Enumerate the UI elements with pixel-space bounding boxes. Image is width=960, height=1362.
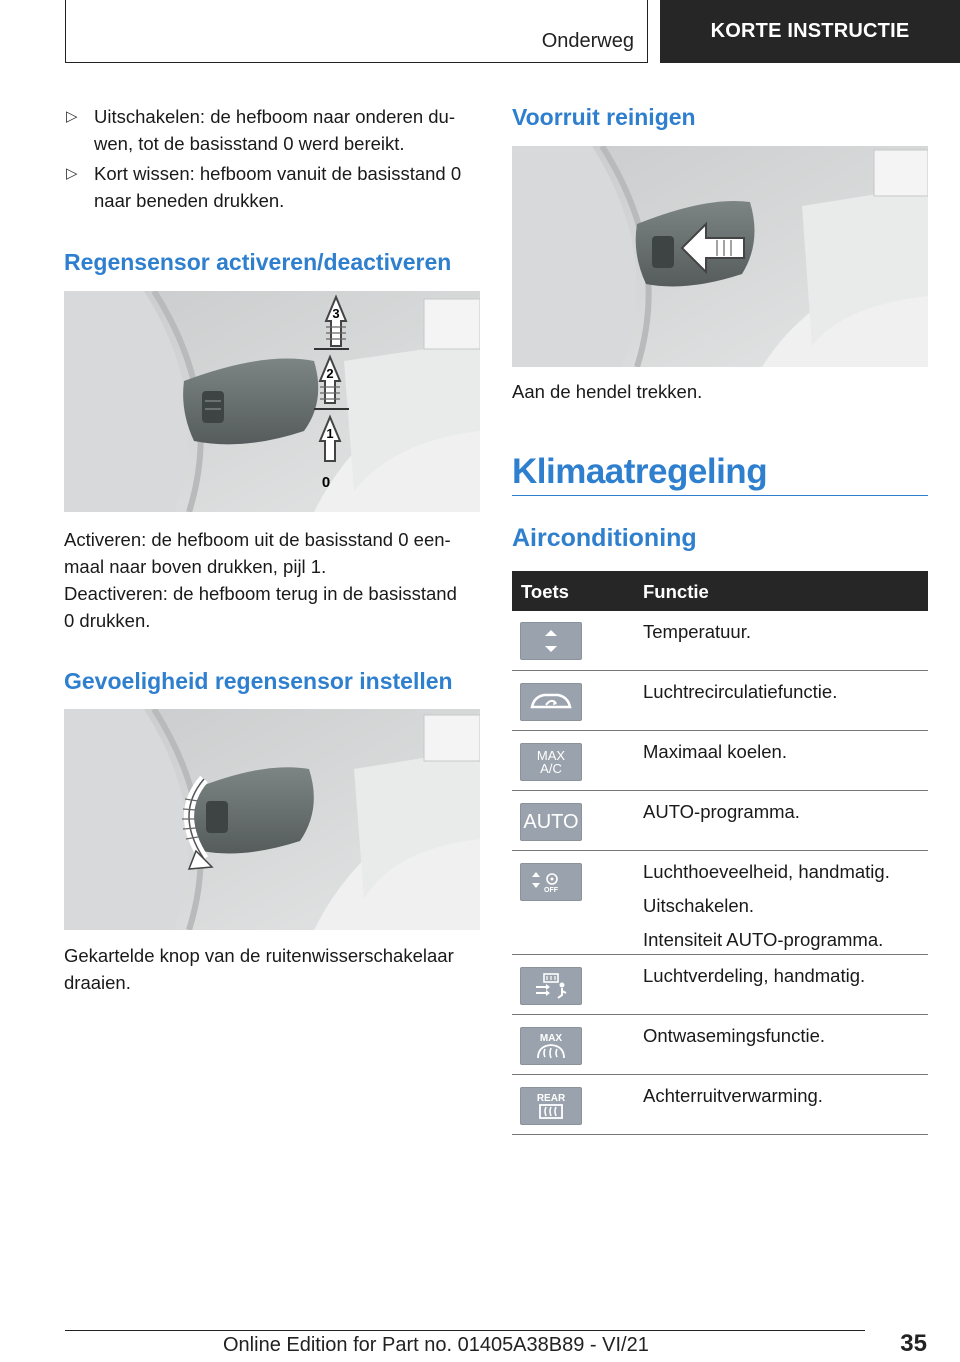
text-line: draaien. (64, 972, 131, 993)
air-distribution-icon (520, 967, 582, 1005)
key-label: MAX (539, 1033, 563, 1044)
auto-icon (520, 803, 582, 841)
table-row (512, 1015, 928, 1075)
function-text (643, 620, 751, 654)
lever-label-3: 3 (332, 306, 340, 321)
text-line: maal naar boven drukken, pijl 1. (64, 556, 327, 577)
paragraph-deactiveren (64, 580, 484, 634)
paragraph-hendel: Aan de hendel trekken. (512, 381, 703, 402)
rear-defrost-icon (520, 1087, 582, 1125)
paragraph-activeren (64, 526, 484, 580)
page-title: Klimaatregeling (512, 452, 768, 491)
column-header-functie: Functie (643, 581, 709, 602)
footer-edition: Online Edition for Part no. 01405A38B89 - VI/21 (223, 1334, 649, 1356)
bullet-line: wen, tot de basisstand 0 werd bereikt. (94, 133, 405, 154)
function-text (643, 964, 865, 998)
function-line: Achterruitverwarming. (643, 1085, 823, 1106)
lever-label-1: 1 (326, 426, 334, 441)
heading-gevoeligheid: Gevoeligheid regensensor instellen (64, 668, 453, 694)
function-line: Luchtrecirculatiefunctie. (643, 681, 838, 702)
table-row (512, 731, 928, 791)
bullet-line: Kort wissen: hefboom vanuit de basisstand 0 (94, 163, 462, 184)
function-line: Temperatuur. (643, 621, 751, 642)
page-number: 35 (900, 1330, 927, 1357)
footer-rule (65, 1330, 865, 1331)
column-header-toets: Toets (521, 581, 569, 602)
function-text (643, 800, 800, 834)
function-line: Ontwasemingsfunctie. (643, 1025, 826, 1046)
lever-label-0: 0 (321, 474, 331, 491)
function-text (643, 860, 890, 962)
key-label: AUTO (523, 810, 579, 833)
max-defrost-icon (520, 1027, 582, 1065)
heading-regensensor: Regensensor activeren/deactiveren (64, 249, 452, 275)
heading-voorruit: Voorruit reinigen (512, 104, 696, 130)
image-windshield-washer (512, 146, 928, 367)
bullet-marker-icon: ▷ (66, 108, 78, 125)
image-rain-sensor-knob (64, 709, 480, 930)
fan-off-icon (520, 863, 582, 901)
header-section-title: Onderweg (541, 30, 634, 52)
bullet-line: Uitschakelen: de hefboom naar onderen du- (94, 106, 455, 127)
table-row (512, 851, 928, 955)
text-line: Gekartelde knop van de ruitenwisserschakelaar (64, 945, 454, 966)
function-text (643, 680, 837, 714)
heading-airconditioning: Airconditioning (512, 524, 697, 552)
climate-table (512, 571, 928, 1135)
function-text (643, 740, 787, 774)
paragraph-gekartelde (64, 942, 484, 996)
lever-label-2: 2 (326, 366, 334, 381)
function-text (643, 1024, 825, 1058)
recirculation-icon (520, 683, 582, 721)
function-text (643, 1084, 823, 1118)
table-row (512, 1075, 928, 1135)
max-ac-icon (520, 743, 582, 781)
bullet-line: naar beneden drukken. (94, 190, 285, 211)
text-line: Deactiveren: de hefboom terug in de basisstand (64, 583, 457, 604)
function-line: Maximaal koelen. (643, 741, 787, 762)
key-label: REAR (536, 1093, 566, 1104)
image-regensensor-lever (64, 291, 480, 512)
function-line: Luchthoeveelheid, handmatig. (643, 861, 890, 882)
table-row (512, 955, 928, 1015)
key-label: A/C (540, 761, 562, 776)
key-label: MAX (536, 748, 566, 763)
table-header (512, 571, 928, 611)
table-row (512, 791, 928, 851)
function-line: Luchtverdeling, handmatig. (643, 965, 866, 986)
text-line: 0 drukken. (64, 610, 151, 631)
function-line: Uitschakelen. (643, 895, 755, 916)
key-label: OFF (544, 887, 558, 894)
bullet-marker-icon: ▷ (66, 165, 78, 182)
header-tab: KORTE INSTRUCTIE (660, 0, 960, 63)
table-row (512, 671, 928, 731)
bullet-kort-wissen (64, 160, 484, 214)
function-line: Intensiteit AUTO-programma. (643, 929, 884, 950)
temperature-updown-icon (520, 622, 582, 660)
function-line: AUTO-programma. (643, 801, 800, 822)
table-row (512, 611, 928, 671)
title-underline (512, 495, 928, 496)
bullet-uitschakelen (64, 103, 484, 157)
text-line: Activeren: de hefboom uit de basisstand 0 een- (64, 529, 451, 550)
